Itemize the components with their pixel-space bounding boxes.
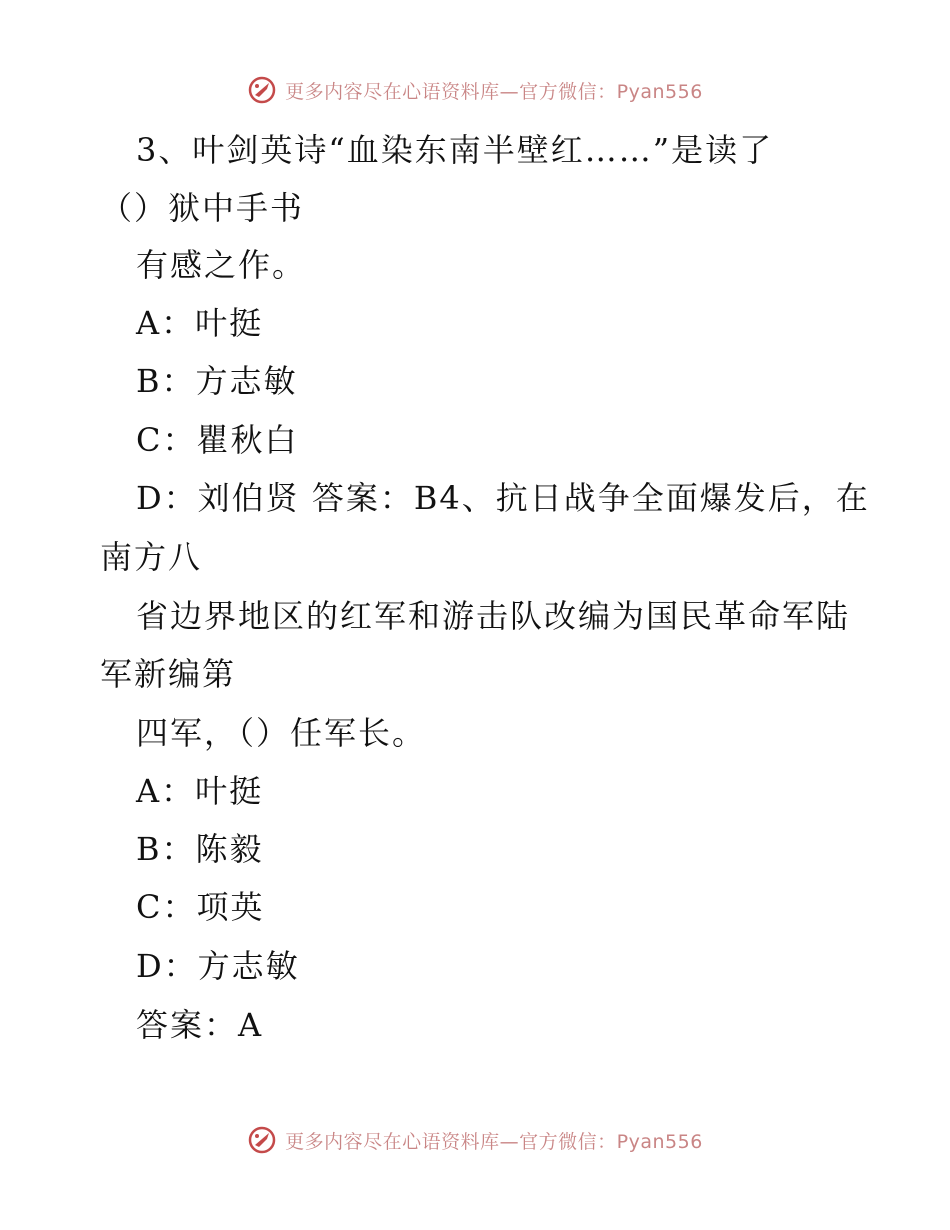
- question-4-text-cont: 南方八: [100, 538, 203, 576]
- question-3-option-c: C：瞿秋白: [136, 421, 299, 459]
- footer-watermark: [0, 1120, 950, 1160]
- question-4-option-b: B：陈毅: [136, 830, 264, 868]
- question-4-option-c: C：项英: [136, 888, 265, 926]
- header-watermark: [0, 70, 950, 110]
- watermark-text: 更多内容尽在心语资料库—官方微信：Pyan556: [285, 80, 703, 103]
- question-3-option-b: B：方志敏: [136, 362, 298, 400]
- question-4-text-2: 省边界地区的红军和游击队改编为国民革命军陆: [136, 597, 851, 635]
- seal-logo-icon: [247, 1125, 277, 1155]
- question-3-option-a: A：叶挺: [136, 304, 264, 342]
- question-4-text-end: 四军，（）任军长。: [136, 714, 427, 752]
- question-4-option-a: A：叶挺: [136, 772, 264, 810]
- question-4-text-3: 军新编第: [100, 655, 237, 693]
- watermark-text: 更多内容尽在心语资料库—官方微信：Pyan556: [285, 1130, 703, 1153]
- question-3-text: 3、叶剑英诗“血染东南半壁红……”是读了: [136, 131, 774, 169]
- question-4-option-d: D：方志敏: [136, 947, 300, 985]
- seal-logo-icon: [247, 75, 277, 105]
- question-3-text-cont: （）狱中手书: [100, 189, 305, 227]
- question-3-option-d-and-answer: D：刘伯贤 答案：B4、抗日战争全面爆发后，在: [136, 479, 870, 517]
- question-4-answer: 答案：A: [136, 1006, 264, 1044]
- question-3-text-end: 有感之作。: [136, 246, 307, 284]
